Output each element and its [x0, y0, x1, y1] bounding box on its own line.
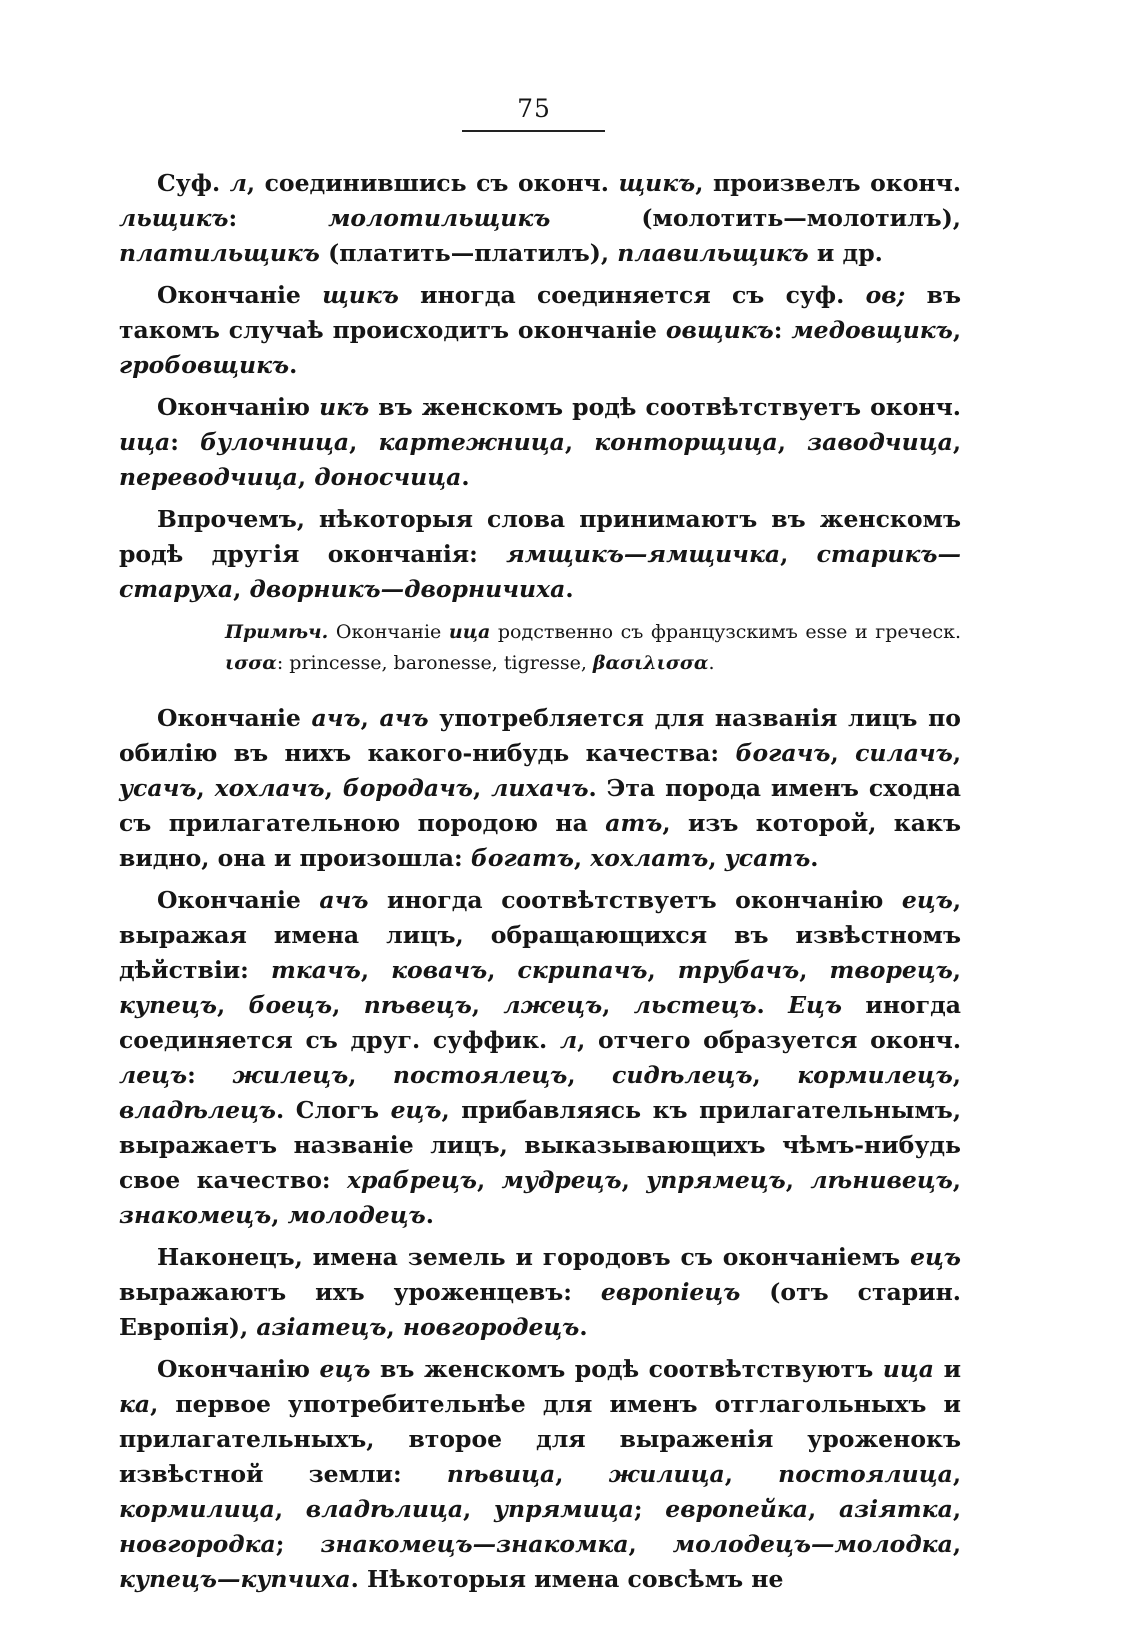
italic-term: азіятка	[838, 1495, 953, 1523]
text-run: (молотить—молотилъ),	[550, 204, 961, 232]
paragraphs-before-note	[119, 166, 961, 607]
italic-term: ισσα	[225, 652, 277, 674]
text-run: Окончаніе	[328, 621, 449, 643]
italic-term: пѣвецъ	[363, 991, 472, 1019]
paragraph	[119, 1240, 961, 1345]
italic-term: ица	[448, 621, 491, 643]
text-run: , отчего образуется оконч.	[577, 1026, 962, 1054]
italic-term: жилецъ	[232, 1061, 349, 1089]
text-run: ,	[628, 1530, 673, 1558]
italic-term: европейка	[665, 1495, 808, 1523]
italic-term: боецъ	[248, 991, 333, 1019]
text-run: ,	[324, 774, 343, 802]
text-run: ,	[830, 739, 856, 767]
text-run: , изъ которой, какъ видно, она и произошла:	[119, 809, 961, 872]
text-run: ,	[752, 1061, 798, 1089]
italic-term: молодецъ—молодка	[672, 1530, 953, 1558]
italic-term: купецъ—купчиха	[119, 1565, 351, 1593]
italic-term: заводчица	[807, 428, 953, 456]
paragraph	[119, 390, 961, 495]
text-run: иногда соотвѣтствуетъ окончанію	[368, 886, 902, 914]
italic-term: лѣнивецъ	[810, 1166, 953, 1194]
italic-term: храбрецъ	[346, 1166, 477, 1194]
italic-term: лецъ	[119, 1061, 188, 1089]
text-run: (отъ старин. Европія),	[119, 1278, 961, 1341]
text-run: ;	[275, 1530, 321, 1558]
text-run: родственно съ французскимъ esse и греческ.	[490, 621, 961, 643]
italic-term: постоялица	[778, 1460, 953, 1488]
text-run: ,	[952, 316, 961, 344]
text-run: Окончаніе	[157, 886, 320, 914]
text-run: , первое употребительнѣе для именъ отглагольныхъ и прилагательныхъ, второе для выраженія уроженокъ извѣстной земли:	[119, 1390, 961, 1488]
italic-term: медовщикъ	[791, 316, 953, 344]
paragraph	[119, 502, 961, 607]
text-run: ,	[564, 428, 595, 456]
italic-term: владѣлецъ	[119, 1096, 276, 1124]
text-run: ,	[472, 774, 492, 802]
italic-term: знакомецъ—знакомка	[320, 1530, 629, 1558]
text-run: ,	[348, 1061, 393, 1089]
italic-term: л	[559, 1026, 578, 1054]
italic-term: мудрецъ	[501, 1166, 622, 1194]
italic-term: овщикъ	[665, 316, 774, 344]
text-run: и др.	[808, 239, 883, 267]
italic-term: трубачъ	[677, 956, 800, 984]
italic-term: купецъ	[119, 991, 217, 1019]
text-run: ,	[567, 1061, 613, 1089]
italic-term: плавильщикъ	[617, 239, 809, 267]
italic-term: сидѣлецъ	[612, 1061, 753, 1089]
italic-term: новгородка	[119, 1530, 276, 1558]
text-run: ,	[349, 428, 379, 456]
text-run: ,	[233, 575, 250, 603]
italic-term: лихачъ	[491, 774, 589, 802]
italic-term: силачъ	[855, 739, 953, 767]
italic-term: упрямецъ	[646, 1166, 786, 1194]
paragraph	[119, 166, 961, 271]
italic-term: дворникъ—дворничиха	[249, 575, 566, 603]
italic-term: постоялецъ	[392, 1061, 568, 1089]
text-run: ,	[799, 956, 830, 984]
paragraph	[119, 883, 961, 1233]
text-run: иногда соединяется съ суф.	[398, 281, 866, 309]
italic-term: молотильщикъ	[328, 204, 551, 232]
text-run: ,	[487, 956, 518, 984]
text-run: .	[708, 652, 715, 674]
text-run: иногда соединяется съ друг. суффик.	[119, 991, 961, 1054]
text-run: . Эта порода именъ сходна съ прилагательною породою на	[119, 774, 961, 837]
text-run: Окончанію	[157, 393, 320, 421]
text-run: , произвелъ оконч.	[695, 169, 962, 197]
italic-term: азіатецъ	[256, 1313, 387, 1341]
italic-term: доносчица	[314, 463, 462, 491]
text-run: ,	[360, 704, 380, 732]
italic-term: льстецъ	[633, 991, 757, 1019]
italic-term: упрямица	[494, 1495, 634, 1523]
italic-term: булочница	[200, 428, 350, 456]
text-run: .	[565, 575, 574, 603]
text-run: ,	[952, 1460, 961, 1488]
text-run: въ женскомъ родѣ соотвѣтствуютъ	[370, 1355, 883, 1383]
italic-term: гробовщикъ	[119, 351, 290, 379]
paragraphs-after-note	[119, 701, 961, 1597]
text-run: ,	[780, 540, 817, 568]
italic-term: жилица	[608, 1460, 725, 1488]
italic-term: богатъ	[470, 844, 574, 872]
italic-term: молодецъ	[287, 1201, 426, 1229]
italic-term: ачъ	[379, 704, 429, 732]
text-run: ,	[555, 1460, 609, 1488]
italic-term: хохлачъ	[214, 774, 325, 802]
italic-term: ица	[882, 1355, 934, 1383]
text-run: ,	[471, 991, 504, 1019]
italic-term: ямщикъ—ямщичка	[506, 540, 781, 568]
text-run: ,	[271, 1201, 288, 1229]
text-run: .	[579, 1313, 588, 1341]
italic-term: новгородецъ	[402, 1313, 580, 1341]
italic-term: кормилецъ	[797, 1061, 953, 1089]
italic-term: икъ	[319, 393, 370, 421]
text-run: выражаютъ ихъ уроженцевъ:	[119, 1278, 601, 1306]
text-run: , прибавляясь къ прилагательнымъ, выражаетъ названіе лицъ, выказывающихъ чѣмъ-нибудь свое качество:	[119, 1096, 961, 1194]
text-run: :	[228, 204, 329, 232]
text-run: ,	[196, 774, 215, 802]
italic-term: ецъ	[901, 886, 953, 914]
italic-term: ачъ	[319, 886, 369, 914]
italic-term: щикъ	[618, 169, 696, 197]
italic-term: ковачъ	[391, 956, 488, 984]
text-run: ,	[708, 844, 725, 872]
text-run: ,	[621, 1166, 647, 1194]
text-run: ,	[602, 991, 634, 1019]
italic-term: бородачъ	[342, 774, 473, 802]
text-run: Суф.	[157, 169, 230, 197]
italic-term: переводчица	[119, 463, 298, 491]
italic-term: щикъ	[322, 281, 399, 309]
text-run: въ такомъ случаѣ происходитъ окончаніе	[119, 281, 961, 344]
text-run: ;	[633, 1495, 666, 1523]
text-run: .	[289, 351, 298, 379]
italic-term: пѣвица	[446, 1460, 556, 1488]
text-run: Впрочемъ, нѣкоторыя слова принимаютъ въ женскомъ родѣ другія окончанія:	[119, 505, 961, 568]
italic-term: богачъ	[735, 739, 831, 767]
text-run: ,	[216, 991, 249, 1019]
italic-term: ов;	[865, 281, 906, 309]
text-run: употребляется для названія лицъ по обилію въ нихъ какого-нибудь качества:	[119, 704, 961, 767]
text-run: ,	[952, 1061, 961, 1089]
text-run: Наконецъ, имена земель и городовъ съ окончаніемъ	[157, 1243, 911, 1271]
italic-term: картежница	[378, 428, 565, 456]
italic-term: ецъ	[390, 1096, 442, 1124]
italic-term: усатъ	[724, 844, 811, 872]
text-run: ,	[952, 428, 961, 456]
paragraph	[119, 1352, 961, 1597]
italic-term: хохлатъ	[590, 844, 709, 872]
paragraph	[119, 701, 961, 876]
text-run: .	[810, 844, 819, 872]
text-run: ,	[573, 844, 591, 872]
text-run: , выражая имена лицъ, обращающихся въ извѣстномъ дѣйствіи:	[119, 886, 961, 984]
italic-term: ткачъ	[270, 956, 361, 984]
italic-term: льщикъ	[119, 204, 229, 232]
italic-term: ица	[119, 428, 171, 456]
italic-term: усачъ	[119, 774, 197, 802]
body-text	[119, 166, 961, 1604]
text-run: ,	[785, 1166, 811, 1194]
italic-term: атъ	[605, 809, 663, 837]
text-run: ,	[952, 1166, 961, 1194]
text-run: : princesse, baronesse, tigresse,	[276, 652, 593, 674]
italic-term: ачъ	[311, 704, 361, 732]
italic-term: ецъ	[319, 1355, 371, 1383]
text-run: ,	[952, 739, 961, 767]
text-run: (платить—платилъ),	[319, 239, 618, 267]
text-run: ,	[808, 1495, 839, 1523]
paragraph	[119, 278, 961, 383]
text-run: ,	[952, 1530, 961, 1558]
text-run: :	[170, 428, 201, 456]
text-run: Окончанію	[157, 1355, 320, 1383]
text-run: , соединившись съ оконч.	[246, 169, 619, 197]
text-run: ,	[297, 463, 315, 491]
italic-term: европіецъ	[600, 1278, 741, 1306]
text-run: :	[187, 1061, 233, 1089]
text-run: и	[934, 1355, 961, 1383]
text-run: ,	[463, 1495, 494, 1523]
italic-term: βασιλισσα	[592, 652, 709, 674]
note-text	[225, 621, 961, 674]
italic-term: старикъ—старуха	[119, 540, 961, 603]
italic-term: творецъ	[829, 956, 953, 984]
italic-term: л	[229, 169, 247, 197]
text-run: въ женскомъ родѣ соотвѣтствуетъ оконч.	[369, 393, 961, 421]
italic-term: лжецъ	[503, 991, 603, 1019]
header-rule	[462, 130, 605, 132]
text-run: ,	[332, 991, 364, 1019]
page-number: 75	[517, 94, 551, 123]
italic-term: конторщица	[594, 428, 778, 456]
text-run: .	[425, 1201, 434, 1229]
text-run: ,	[952, 1495, 961, 1523]
text-run: . Нѣкоторыя имена совсѣмъ не	[350, 1565, 784, 1593]
italic-term: ецъ	[910, 1243, 961, 1271]
footnote-remark	[119, 617, 961, 679]
text-run: ,	[777, 428, 808, 456]
text-run: ,	[274, 1495, 306, 1523]
text-run: ,	[476, 1166, 502, 1194]
text-run: .	[756, 991, 789, 1019]
italic-term: кормилица	[119, 1495, 275, 1523]
italic-term: знакомецъ	[119, 1201, 272, 1229]
italic-term: платильщикъ	[119, 239, 320, 267]
text-run: Окончаніе	[157, 704, 312, 732]
text-run: ,	[724, 1460, 779, 1488]
italic-term: владѣлица	[305, 1495, 464, 1523]
italic-term: ка	[119, 1390, 151, 1418]
text-run: ,	[360, 956, 392, 984]
text-run: :	[773, 316, 792, 344]
text-run: ,	[647, 956, 678, 984]
text-run: ,	[952, 956, 961, 984]
italic-term: Ецъ	[788, 991, 842, 1019]
italic-term: скрипачъ	[517, 956, 648, 984]
text-run: . Слогъ	[275, 1096, 391, 1124]
text-run: Окончаніе	[157, 281, 323, 309]
text-run: .	[461, 463, 470, 491]
italic-term: Примѣч.	[225, 621, 329, 643]
text-run: ,	[386, 1313, 403, 1341]
